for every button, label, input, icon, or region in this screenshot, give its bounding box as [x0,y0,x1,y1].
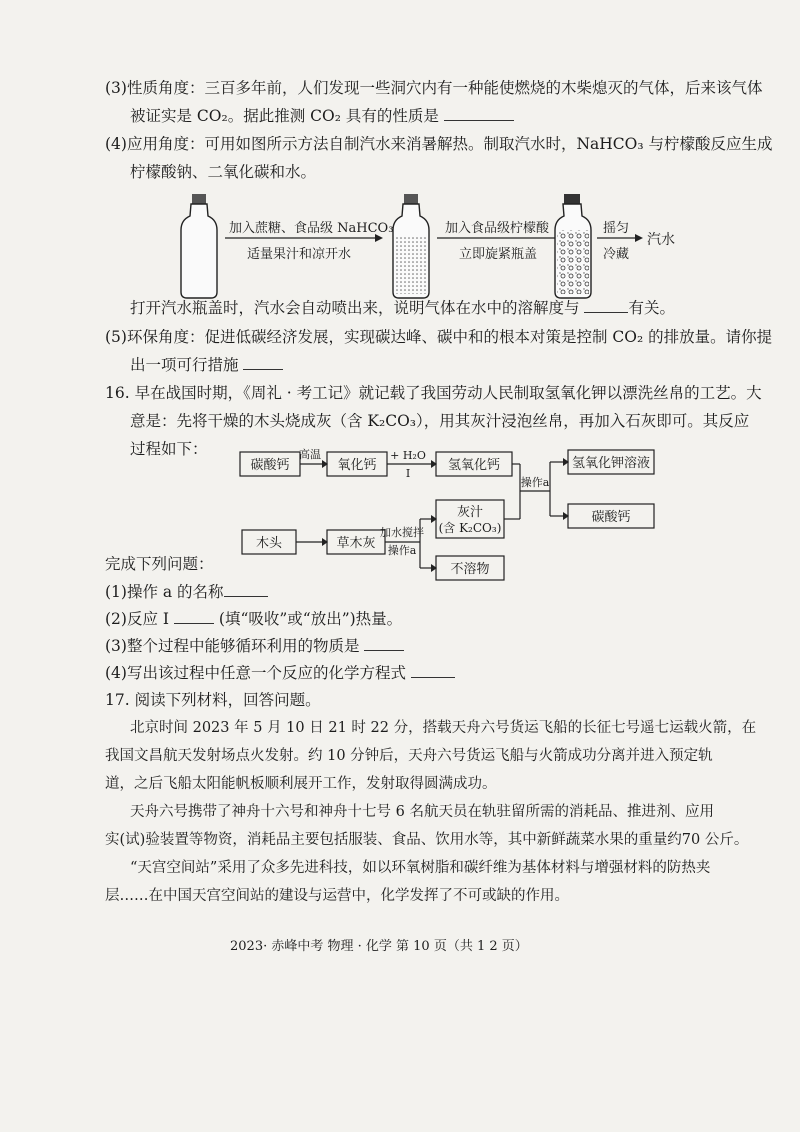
step1-top-label: 加入蔗糖、食品级 NaHCO₃ [229,221,394,236]
label-reaction-i: I [405,467,411,480]
answer-blank [243,369,283,370]
step2-top-label: 加入食品级柠檬酸 [445,221,550,236]
q15-part4-line3: 打开汽水瓶盖时，汽水会自动喷出来，说明气体在水中的溶解度与 有关。 [130,299,675,317]
box-calcium-carbonate-output: 碳酸钙 [591,510,631,525]
q17-para3-line1: “天宫空间站”采用了众多先进科技，如以环氧树脂和碳纤维为基体材料与增强材料的防热夹 [130,860,711,876]
answer-blank [174,623,214,624]
q17-para2-line2: 实(试)验装置等物资，消耗品主要包括服装、食品、饮用水等，其中新鲜蔬菜水果的重量约70 公斤。 [105,832,749,848]
page-footer: 2023· 赤峰中考 物理 · 化学 第 10 页（共 1 2 页） [230,939,528,954]
step1-bottom-label: 适量果汁和凉开水 [247,247,352,262]
q16-line3: 过程如下： [130,440,208,458]
label-add-water: + H₂O [390,449,426,462]
q17-para3-line2: 层……在中国天宫空间站的建设与运营中，化学发挥了不可或缺的作用。 [105,888,569,904]
q17-para1-line3: 道，之后飞船太阳能帆板顺利展开工作，发射取得圆满成功。 [105,776,497,792]
q16-subq4: (4)写出该过程中任意一个反应的化学方程式 [105,662,455,684]
q17-para2-line1: 天舟六号携带了神舟十六号和神舟十七号 6 名航天员在轨驻留所需的消耗品、推进剂、应用 [130,804,714,820]
soda-process-diagram [175,192,695,307]
q15-part3-line1: (3)性质角度：三百多年前，人们发现一些洞穴内有一种能使燃烧的木柴熄灭的气体，后来该气体 [105,79,763,97]
q17-para1-line2: 我国文昌航天发射场点火发射。约 10 分钟后，天舟六号货运飞船与火箭成功分离并进入预定轨 [105,748,713,764]
q16-line1: 16. 早在战国时期，《周礼 · 考工记》就记载了我国劳动人民制取氢氧化钾以漂洗丝帛的工艺。大 [105,384,762,402]
koh-flowchart [230,446,670,586]
box-potassium-hydroxide-solution: 氢氧化钾溶液 [571,456,651,471]
box-lye-line1: 灰汁 [456,505,484,520]
box-lye-line2: (含 K₂CO₃) [438,521,502,535]
q16-subq3: (3)整个过程中能够循环利用的物质是 [105,635,404,657]
q15-part4-line1: (4)应用角度：可用如图所示方法自制汽水来消暑解热。制取汽水时，NaHCO₃ 与柠檬酸反应生成 [105,135,773,153]
answer-blank [584,312,628,313]
box-calcium-carbonate: 碳酸钙 [250,458,290,473]
q15-part5-line1: (5)环保角度：促进低碳经济发展，实现碳达峰、碳中和的根本对策是控制 CO₂ 的排放量。请你提 [105,328,773,346]
answer-blank [411,677,455,678]
box-plant-ash: 草木灰 [336,536,376,551]
answer-blank [364,650,404,651]
bottle-icon [181,194,217,298]
step3-bottom-label: 冷藏 [603,247,630,262]
label-operation-a: 操作a [387,544,417,557]
box-calcium-hydroxide: 氢氧化钙 [447,458,501,473]
answer-blank [224,596,268,597]
q16-line2: 意是：先将干燥的木头烧成灰（含 K₂CO₃），用其灰汁浸泡丝帛，再加入石灰即可。其反应 [130,412,750,430]
q16-prompt: 完成下列问题： [105,555,214,573]
bottle-icon [393,194,429,298]
step3-top-label: 摇匀 [603,221,630,236]
q16-subq2: (2)反应 I (填“吸收”或“放出”)热量。 [105,610,403,628]
q16-subq1: (1)操作 a 的名称 [105,581,268,603]
answer-blank [444,120,514,121]
bottle-icon [555,194,591,298]
q15-part5-line2: 出一项可行措施 [130,354,283,376]
label-add-water-stir: 加水搅拌 [380,526,424,539]
label-operation-a-top: 操作a [520,476,550,489]
q15-part4-line2: 柠檬酸钠、二氧化碳和水。 [130,163,317,181]
q15-part3-line2: 被证实是 CO₂。据此推测 CO₂ 具有的性质是 [130,105,514,127]
box-insoluble: 不溶物 [450,562,490,577]
q17-para1-line1: 北京时间 2023 年 5 月 10 日 21 时 22 分，搭载天舟六号货运飞船的长征七号遥七运载火箭，在 [130,720,757,736]
product-label: 汽水 [647,232,675,248]
box-calcium-oxide: 氧化钙 [337,458,377,473]
step2-bottom-label: 立即旋紧瓶盖 [459,247,538,262]
label-high-temp: 高温 [299,448,321,461]
box-wood: 木头 [255,536,283,551]
q17-title: 17. 阅读下列材料，回答问题。 [105,691,321,709]
